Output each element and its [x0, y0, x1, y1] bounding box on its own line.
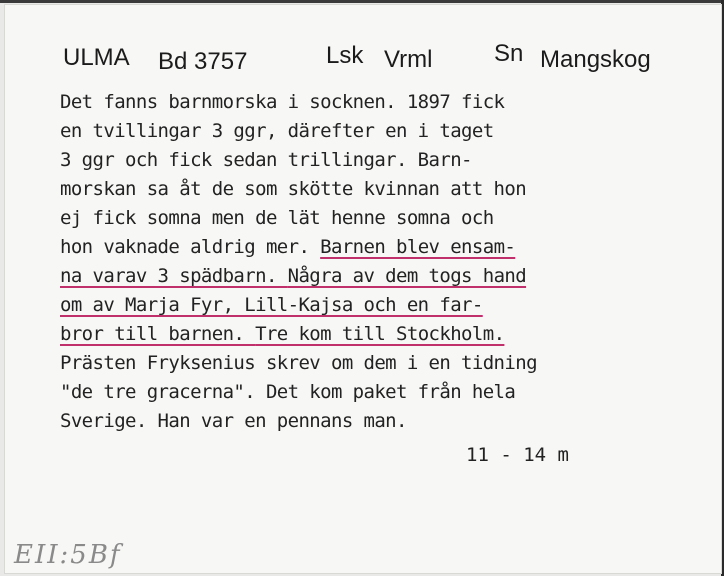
text-segment: Prästen Fryksenius skrev om dem i en tidning — [60, 352, 537, 374]
text-segment: Det fanns barnmorska i socknen. 1897 fick — [60, 91, 505, 113]
text-line — [60, 88, 700, 117]
text-line — [60, 378, 700, 407]
text-line — [60, 175, 700, 204]
text-line — [60, 204, 700, 233]
text-line — [60, 291, 700, 320]
card-top-edge — [0, 0, 724, 3]
pencil-annotation: EII:5Bf — [14, 540, 122, 570]
parish-label: Sn — [494, 40, 524, 67]
text-line — [60, 117, 700, 146]
underlined-text: Några av dem togs hand — [287, 265, 527, 287]
text-segment: "de tre gracerna". Det kom paket från hela — [60, 381, 516, 403]
underlined-text: Tre kom till Stockholm. — [255, 323, 505, 345]
province-value: Vrml — [384, 46, 433, 73]
text-segment: Sverige. Han var en pennans man. — [60, 410, 407, 432]
underlined-text: Barnen blev ensam- — [320, 236, 516, 258]
underlined-text: na varav 3 spädbarn. — [60, 265, 288, 287]
text-segment: ej fick somna men de lät henne somna och — [60, 207, 494, 229]
province-label: Lsk — [326, 42, 364, 69]
text-line — [60, 146, 700, 175]
underlined-text: bror till barnen. — [60, 323, 256, 345]
text-segment: 3 ggr och fick sedan trillingar. Barn- — [60, 149, 472, 171]
parish-value: Mangskog — [540, 46, 651, 73]
text-line — [60, 320, 700, 349]
text-segment: morskan sa åt de som skötte kvinnan att hon — [60, 178, 527, 200]
text-segment: hon vaknade aldrig mer. — [60, 236, 321, 258]
text-line — [60, 262, 700, 291]
text-line — [60, 233, 700, 262]
record-date: 11 - 14 m — [466, 444, 569, 466]
text-line — [60, 349, 700, 378]
archive-label: ULMA — [63, 44, 130, 71]
text-segment: en tvillingar 3 ggr, därefter en i taget — [60, 120, 494, 142]
record-text — [60, 88, 700, 436]
volume-label: Bd 3757 — [158, 48, 248, 75]
text-line — [60, 407, 700, 436]
underlined-text: om av Marja Fyr, Lill-Kajsa och en far- — [60, 294, 483, 316]
